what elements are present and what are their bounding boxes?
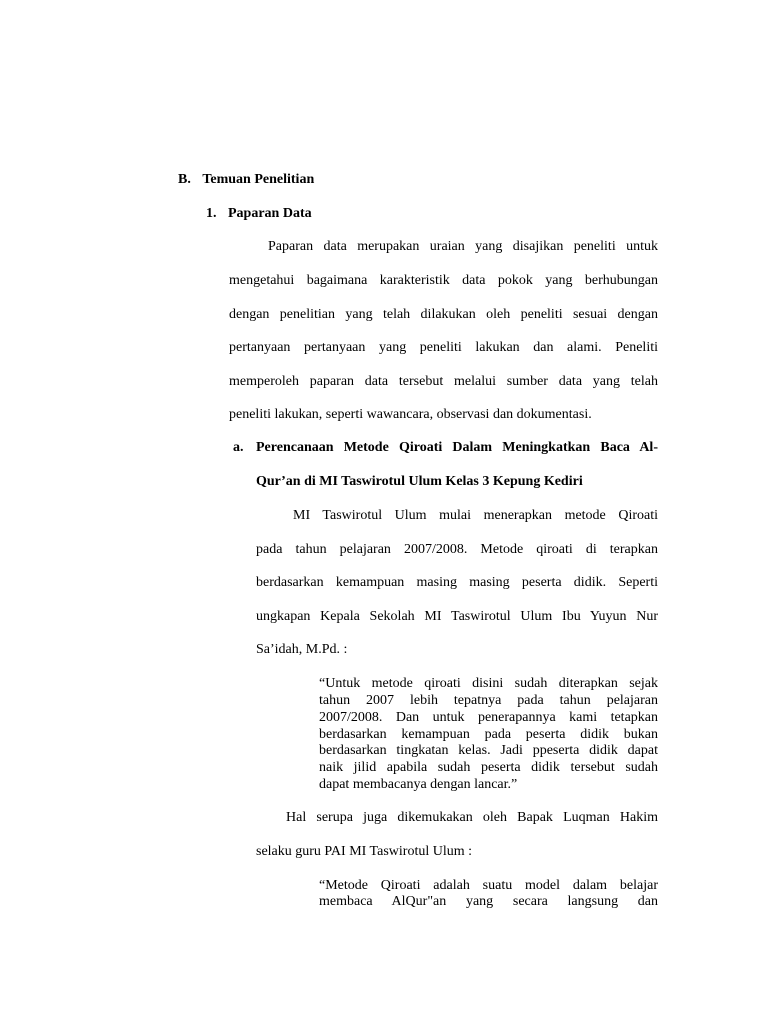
quote-1-line: tahun 2007 lebih tepatnya pada tahun pelajaran: [319, 693, 658, 708]
quote-1-line: “Untuk metode qiroati disini sudah diterapkan sejak: [319, 676, 658, 691]
paragraph-2-line: MI Taswirotul Ulum mulai menerapkan metode Qiroati: [293, 508, 658, 523]
paragraph-2-line: ungkapan Kepala Sekolah MI Taswirotul Ulum Ibu Yuyun Nur: [256, 609, 658, 624]
section-b-label: B.: [178, 172, 191, 187]
section-b-title: Temuan Penelitian: [202, 172, 315, 187]
paragraph-3-line: Hal serupa juga dikemukakan oleh Bapak Luqman Hakim: [286, 810, 658, 825]
paragraph-2-line: pada tahun pelajaran 2007/2008. Metode qiroati di terapkan: [256, 542, 658, 557]
paragraph-1-line: mengetahui bagaimana karakteristik data pokok yang berhubungan: [229, 273, 658, 288]
subsection-a-label: a.: [233, 440, 244, 455]
section-b-heading: [178, 171, 314, 188]
quote-1-line: berdasarkan tingkatan kelas. Jadi ppeserta didik dapat: [319, 743, 658, 758]
paragraph-1-line: memperoleh paparan data tersebut melalui sumber data yang telah: [229, 374, 658, 389]
quote-1-line: berdasarkan kemampuan pada peserta didik bukan: [319, 727, 658, 742]
paragraph-1-line: Paparan data merupakan uraian yang disajikan peneliti untuk: [268, 239, 658, 254]
subsection-1-label: 1.: [206, 206, 217, 221]
subsection-1-heading: [206, 205, 312, 222]
quote-2-line: “Metode Qiroati adalah suatu model dalam belajar: [319, 878, 658, 893]
paragraph-2-line: berdasarkan kemampuan masing masing peserta didik. Seperti: [256, 575, 658, 590]
paragraph-3-line: selaku guru PAI MI Taswirotul Ulum :: [256, 844, 473, 859]
paragraph-1-line: dengan penelitian yang telah dilakukan oleh peneliti sesuai dengan: [229, 307, 658, 322]
subsection-a-title-line: Qur’an di MI Taswirotul Ulum Kelas 3 Kepung Kediri: [256, 474, 583, 489]
paragraph-2-line: Sa’idah, M.Pd. :: [256, 642, 348, 657]
paragraph-1-line: peneliti lakukan, seperti wawancara, observasi dan dokumentasi.: [229, 407, 592, 422]
quote-1-line: dapat membacanya dengan lancar.”: [319, 777, 518, 792]
quote-1-line: naik jilid apabila sudah peserta didik tersebut sudah: [319, 760, 658, 775]
subsection-a-title-line: Perencanaan Metode Qiroati Dalam Meningkatkan Baca Al-: [256, 440, 658, 455]
subsection-1-title: Paparan Data: [228, 206, 312, 221]
paragraph-1-line: pertanyaan pertanyaan yang peneliti lakukan dan alami. Peneliti: [229, 340, 658, 355]
quote-2-line: membaca AlQur"an yang secara langsung dan: [319, 894, 658, 909]
quote-1-line: 2007/2008. Dan untuk penerapannya kami tetapkan: [319, 710, 658, 725]
